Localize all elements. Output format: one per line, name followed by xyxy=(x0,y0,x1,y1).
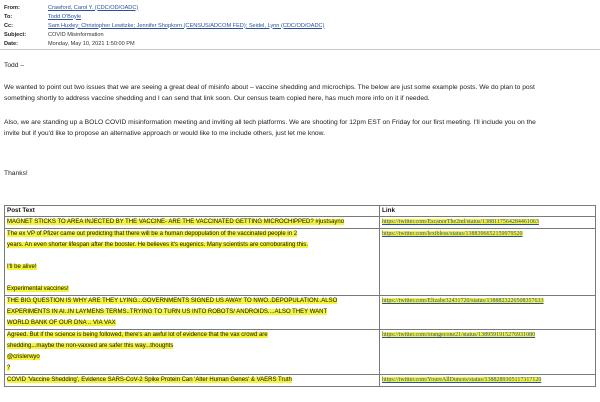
posts-table xyxy=(4,205,596,387)
post-text-line: Agreed. But if the science is being followed, there's an awful lot of evidence that the vax crowd are xyxy=(7,332,268,338)
post-line-wrap xyxy=(7,363,377,374)
tweet-link[interactable]: https://twitter.com/orangecone21/status/1389591915276931080 xyxy=(382,332,536,338)
from-value[interactable]: Crawford, Carol Y. (CDC/OD/OADC) xyxy=(48,4,139,11)
date-label: Date: xyxy=(4,40,18,47)
table-body xyxy=(5,217,596,387)
table-header-row xyxy=(5,206,596,217)
email-header xyxy=(4,3,424,48)
post-line-wrap xyxy=(7,240,377,251)
post-line-wrap xyxy=(7,229,377,240)
cc-row xyxy=(4,21,424,30)
link-header: Link xyxy=(380,206,596,217)
post-line-wrap xyxy=(7,341,377,352)
paragraph-2 xyxy=(4,117,596,139)
post-line-wrap xyxy=(7,307,377,318)
post-line-wrap xyxy=(7,296,377,307)
to-row xyxy=(4,12,424,21)
post-text-cell xyxy=(5,330,380,375)
date-value: Monday, May 10, 2021 1:50:00 PM xyxy=(48,40,135,47)
tweet-link[interactable]: https://twitter.com/Elizabe32431720/status/1388823226508357633 xyxy=(382,298,544,304)
subject-row xyxy=(4,30,424,39)
paragraph-2-line: Also, we are standing up a BOLO COVID misinformation meeting and inviting all tech platforms. We are shooting for 12pm EST on Friday for our first meeting. I'll include you on the xyxy=(4,119,536,126)
cc-value[interactable]: Sam Huxley; Christopher Lewitzke; Jennifer Shopkorn (CENSUS/ADCOM FED); Seidel, Lynn (CDC/OD/OADC) xyxy=(48,22,325,29)
signoff: Thanks! xyxy=(4,170,28,177)
post-text-line: COVID 'Vaccine Shedding', Evidence SARS-CoV-2 Spike Protein Can 'Alter Human Genes' & VAERS Truth xyxy=(7,377,292,383)
to-label: To: xyxy=(4,13,13,20)
table-row xyxy=(5,330,596,375)
post-text-cell xyxy=(5,296,380,330)
table-row xyxy=(5,296,596,330)
link-cell xyxy=(380,330,596,375)
link-cell xyxy=(380,217,596,229)
paragraph-1 xyxy=(4,82,596,104)
post-text-line: MAGNET STICKS TO AREA INJECTED BY THE VACCINE- ARE THE VACCINATED GETTING MICROCHIPPED? #justsayno xyxy=(7,219,345,225)
header-divider xyxy=(0,49,600,50)
subject-label: Subject: xyxy=(4,31,27,38)
greeting: Todd – xyxy=(4,62,25,69)
link-cell xyxy=(380,229,596,296)
post-text-line: WORLD BANK OF OUR DNA .. VIA VAX xyxy=(7,320,116,326)
post-text-line: THE BIG QUESTION IS WHY ARE THEY LYING...GOVERNMENTS SIGNED US AWAY TO NWO..DEPOPULATION..ALSO xyxy=(7,298,338,304)
post-text-line: The ex VP of Pfizer came out predicting that there will be a human depopulation of the vaccinated people in 2 xyxy=(7,231,298,237)
table-row xyxy=(5,375,596,387)
table-row xyxy=(5,217,596,229)
from-row xyxy=(4,3,424,12)
post-line-wrap xyxy=(7,217,377,228)
paragraph-1-line: something shortly to address vaccine shedding and I can send that link soon. Our census team copied here, has much more info on it if needed. xyxy=(4,95,430,102)
from-label: From: xyxy=(4,4,20,11)
link-cell xyxy=(380,375,596,387)
post-text-header: Post Text xyxy=(5,206,380,217)
post-line-wrap xyxy=(7,284,377,295)
tweet-link[interactable]: https://twitter.com/lexibless/status/1388396652159979520 xyxy=(382,231,523,237)
cc-label: Cc: xyxy=(4,22,14,29)
post-text-cell xyxy=(5,217,380,229)
tweet-link[interactable]: https://twitter.com/YoureAllDunces/status/1388289305117317120 xyxy=(382,377,542,383)
table-row xyxy=(5,229,596,296)
date-row xyxy=(4,39,424,48)
post-text-line: @crislerwyo xyxy=(7,354,40,360)
post-line-wrap xyxy=(7,318,377,329)
link-cell xyxy=(380,296,596,330)
post-text-line: EXPERIMENTS IN AI..IN LAYMENS TERMS..TRYING TO TURN US INTO ROBOTS/ ANDROIDS....ALSO THEY WANT xyxy=(7,309,328,315)
post-text-line: shedding...maybe the non-vaxxed are safer this way...thoughts xyxy=(7,343,174,349)
post-text-line: Experimental vaccines! xyxy=(7,286,69,292)
post-text-line: ? xyxy=(7,365,11,371)
post-text-cell xyxy=(5,229,380,296)
to-value[interactable]: Todd O'Boyle xyxy=(48,13,82,20)
blank-line xyxy=(7,251,377,262)
paragraph-1-line: We wanted to point out two issues that we are seeing a great deal of misinfo about – vaccine shedding and microchips. The below are just some example posts. We do plan to post xyxy=(4,84,535,91)
post-text-line: I'll be alive! xyxy=(7,264,37,270)
post-text-line: years. An even shorter lifespan after the booster. He believes it's eugenics. Many scientists are corroborating this. xyxy=(7,242,308,248)
post-line-wrap xyxy=(7,352,377,363)
subject-value: COVID Misinformation xyxy=(48,31,104,38)
post-line-wrap xyxy=(7,330,377,341)
tweet-link[interactable]: https://twitter.com/EscanorThe2nd/status/1388117564284461063 xyxy=(382,219,539,225)
paragraph-2-line: invite but if you'd like to propose an alternative approach or would like to me include others, just let me know. xyxy=(4,130,325,137)
post-text-cell xyxy=(5,375,380,387)
blank-line xyxy=(7,273,377,284)
post-line-wrap xyxy=(7,375,377,386)
post-line-wrap xyxy=(7,262,377,273)
